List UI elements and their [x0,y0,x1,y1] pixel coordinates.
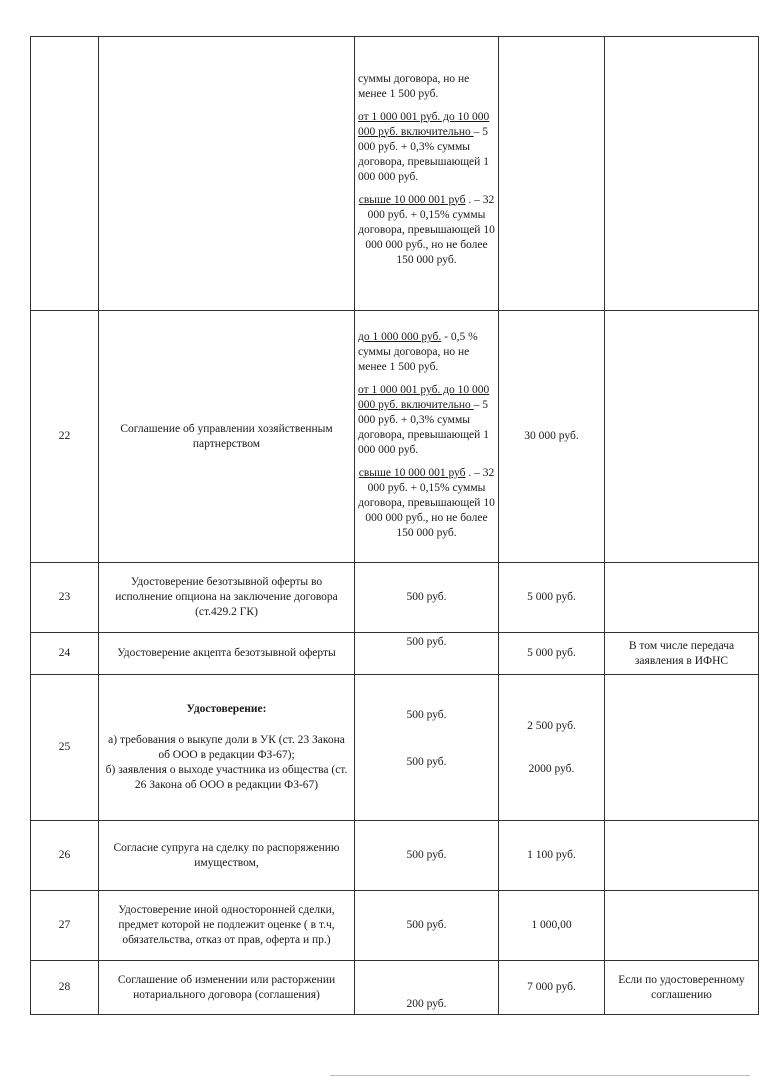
duty-cell: 200 руб. [355,961,499,1015]
rate-cell [355,37,499,311]
note-cell: В том числе передача заявления в ИФНС [605,633,759,675]
row-name: Удостоверение иной односторонней сделки, предмет которой не подлежит оценке ( в т.ч, обязательства, отказ от прав, оферта и пр.) [99,891,355,961]
rate-tier-1: суммы договора, но не менее 1 500 руб. [358,72,470,100]
duty-a: 500 руб. [406,708,447,721]
fee-a: 2 500 руб. [527,719,576,732]
fee-cell: 7 000 руб. [499,961,605,1015]
duty-cell: 500 руб. [355,891,499,961]
fee-cell [499,37,605,311]
rate-tier-3: свыше 10 000 001 руб . – 32 000 руб. + 0,15% суммы договора, превышающей 10 000 000 руб., но не более 150 000 руб. [358,193,495,266]
fee-cell: 1 100 руб. [499,821,605,891]
table-row [31,633,759,675]
table-row [31,961,759,1015]
note-cell [605,563,759,633]
note-cell [605,891,759,961]
rate-tier-3: свыше 10 000 001 руб . – 32 000 руб. + 0,15% суммы договора, превышающей 10 000 000 руб., но не более 150 000 руб. [358,467,495,539]
row-name-cell [99,675,355,821]
table-row [31,563,759,633]
row-item-a: а) требования о выкупе доли в УК (ст. 23 Закона об ООО в редакции ФЗ-67); [108,734,345,761]
row-number: 24 [31,633,99,675]
tariff-table [30,36,759,1015]
fee-cell: 1 000,00 [499,891,605,961]
fee-b: 2000 руб. [528,762,575,775]
rate-tier-2: от 1 000 001 руб. до 10 000 000 руб. включительно – 5 000 руб. + 0,3% суммы договора, превышающей 1 000 000 руб. [358,384,490,456]
duty-cell: 500 руб. [355,563,499,633]
row-name: Удостоверение безотзывной оферты во исполнение опциона на заключение договора (ст.429.2 ГК) [99,563,355,633]
duty-cell [355,675,499,821]
row-name: Согласие супруга на сделку по распоряжению имуществом, [99,821,355,891]
fee-cell: 30 000 руб. [499,311,605,563]
fee-cell [499,675,605,821]
duty-cell: 500 руб. [355,633,499,675]
rate-tier-1: до 1 000 000 руб. - 0,5 % суммы договора, но не менее 1 500 руб. [358,331,478,373]
note-cell [605,37,759,311]
rate-tier-2: от 1 000 001 руб. до 10 000 000 руб. включительно – 5 000 руб. + 0,3% суммы договора, превышающей 1 000 000 руб. [358,110,490,183]
row-number: 23 [31,563,99,633]
row-number: 22 [31,311,99,563]
fee-cell: 5 000 руб. [499,563,605,633]
row-number: 26 [31,821,99,891]
row-number: 27 [31,891,99,961]
note-cell [605,311,759,563]
table-row [31,311,759,563]
row-item-b: б) заявления о выходе участника из общества (ст. 26 Закона об ООО в редакции ФЗ-67) [105,764,348,791]
table-row [31,821,759,891]
table-row [31,37,759,311]
scan-edge-line [330,1075,750,1076]
row-name: Удостоверение акцепта безотзывной оферты [99,633,355,675]
rate-cell [355,311,499,563]
row-name: Соглашение об управлении хозяйственным партнерством [99,311,355,563]
row-number: 28 [31,961,99,1015]
row-name: Соглашение об изменении или расторжении нотариального договора (соглашения) [99,961,355,1015]
row-number-cell [31,37,99,311]
fee-cell: 5 000 руб. [499,633,605,675]
row-name-cell [99,37,355,311]
note-cell [605,821,759,891]
duty-cell: 500 руб. [355,821,499,891]
duty-b: 500 руб. [406,755,447,768]
table-row [31,675,759,821]
row-heading: Удостоверение: [186,703,267,715]
row-number: 25 [31,675,99,821]
note-cell [605,675,759,821]
note-cell: Если по удостоверенному соглашению [605,961,759,1015]
table-row [31,891,759,961]
